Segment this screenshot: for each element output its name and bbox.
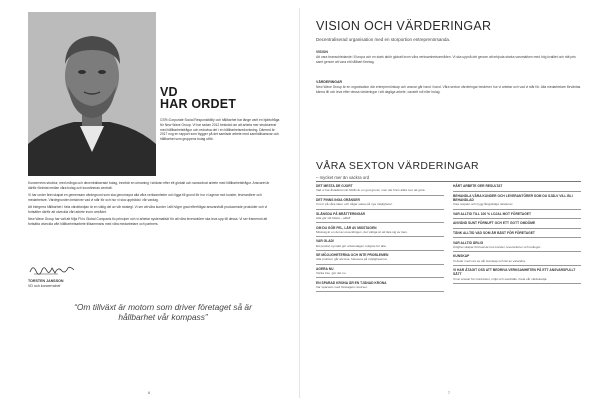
value-item xyxy=(316,196,444,210)
value-heading: AGERA NU xyxy=(316,266,334,271)
signer-title: VD och koncernchef xyxy=(28,283,61,288)
values-section xyxy=(316,80,581,94)
value-item xyxy=(316,210,444,224)
intro-paragraph: CSR=Corporate Social Responsibility och hållbarhet har länge varit en bjärtofråga för New Wave Group. Vi har sedan 2012 beslutat om att arbeta mer strukturerat med hållbarhetsfrågor och redovisa det i en hållbarhetsredovisning. Därmed är 2017 nog en rapport som bygger på det samlade arbete med samhällsansvar och hållbarhet som gruppens bolag utför. xyxy=(160,118,280,142)
page-number-left: 6 xyxy=(148,391,150,395)
value-heading: KUNSKAP xyxy=(453,254,470,259)
values-column-left xyxy=(316,182,444,292)
value-item xyxy=(453,192,581,210)
value-item xyxy=(316,237,444,251)
body-paragraph: New Wave Group har valt att följa FN:s Global Compacts tio principer och vi arbetar systematiskt för att våra leverantörer ska leva upp till dessa. Vi ser framemot att fortsätta utveckla vårt hållbarhetsarbete tillsammans med våra medarbetare och partners. xyxy=(28,217,268,226)
value-heading: OM DU GÖR FEL, LÄR AV MISSTAGEN xyxy=(316,225,377,230)
value-heading: VAR GLAD! xyxy=(316,239,335,244)
ceo-signature xyxy=(28,262,76,278)
values-heading: VÄRDERINGAR xyxy=(316,80,343,84)
values-text: New Wave Group är en organisation där entreprenörskap och ansvar går hand i hand. Våra sexton värderingar beskriver hur vi arbetar och vad vi står för. Alla medarbetare förväntas känna till och leva efter dessa värderingar i sitt dagliga arbete, oavsett roll eller bolag. xyxy=(316,85,581,94)
ceo-portrait xyxy=(28,12,156,176)
value-text: Alla problem går att lösa, fokusera på möjligheterna. xyxy=(316,257,388,262)
heading-line-1: VD xyxy=(160,85,178,99)
body-paragraph: Koncernens struktur, med många och decentraliserade bolag, innebär en utmaning i strävan efter ett globalt och samordnat arbete med hållbarhetsfrågor. Ansvaret är därför fördelat mellan våra bolag och koordineras centralt. xyxy=(28,181,270,190)
value-item xyxy=(453,229,581,239)
page-number-right: 7 xyxy=(448,391,450,395)
value-item xyxy=(453,219,581,229)
value-heading: HÅRT ARBETE GER RESULTAT xyxy=(453,184,503,189)
vision-heading: VISION xyxy=(316,50,328,54)
value-text: Vi delar med oss av vår kunskap och lär av varandra. xyxy=(453,258,526,263)
value-heading: VI HAR ÅTAGIT OSS ATT BEDRIVA VERKSAMHETEN PÅ ETT ANSVARSFULLT SÄTT xyxy=(453,268,576,277)
page-title: VISION OCH VÄRDERINGAR xyxy=(316,19,492,33)
value-heading: VAR ALLTID TILL 100 % LOJAL MOT FÖRETAGET xyxy=(453,211,531,216)
body-paragraph: Att integrera hållbarhet i hela värdekedjan är en viktig del av vår strategi. Vi ser att våra kunder i allt högre grad efterfrågar ansvarsfullt producerade produkter och vi fortsätter därför att utveckla vårt arbete inom området. xyxy=(28,205,268,214)
pull-quote: “Om tillväxt är motorn som driver företaget så är hållbarhet vår kompass” xyxy=(74,302,252,323)
ceo-heading xyxy=(160,86,236,110)
value-item xyxy=(316,223,444,237)
value-item xyxy=(316,182,444,196)
value-heading: SE MÖJLIGHETERNA OCH INTE PROBLEMEN xyxy=(316,253,389,258)
value-heading: VAR ALLTID ÄRLIG xyxy=(453,240,484,245)
value-item xyxy=(453,210,581,220)
value-item xyxy=(453,266,581,284)
vision-text: Att vara branschledande i Europa och en stark aktör globalt inom våra verksamhetsområden. Vi ska uppnå det genom att erbjuda starka varumärken med hög kvalitet och rätt pris samt genom att vara ett hållbart företag. xyxy=(316,55,576,64)
values-list-subtitle: – mycket mer än vackra ord xyxy=(316,175,370,180)
value-heading: DET FINNS INGA GRÄNSER xyxy=(316,197,360,202)
value-text: Vi tar ansvar för människor, miljö och samhälle i hela vår värdekedja. xyxy=(453,276,548,281)
value-heading: SLÄNGDA PÅ BRÄTTERINGAR xyxy=(316,211,365,216)
signer-name: TORSTEN JANSSON xyxy=(28,279,64,283)
heading-line-2: HAR ORDET xyxy=(160,97,237,111)
value-text: Alla gör sitt bästa – alltid! xyxy=(316,216,351,221)
signer-block xyxy=(28,279,63,289)
value-heading: EN SPARAD KRONA ÄR EN TJÄNAD KRONA xyxy=(316,280,387,285)
value-heading: BEHANDLA VÅRA KUNDER OCH LEVERANTÖRER SOM DU SJÄLV VILL BLI BEHANDLAD xyxy=(453,193,573,203)
page-right xyxy=(300,0,600,407)
body-paragraph: Vi har under året skapat en gemensam värdegrund som ska genomsyra alla våra verksamheter och ligga till grund för hur vi agerar mot kunder, leverantörer och medarbetare. Värdegrunden beskriver vad vi står för och hur vi ska uppträda i vår vardag. xyxy=(28,193,262,202)
value-text: Vad vi har åstadkommit hittills är en god grund, men det finns alltid mer att göra. xyxy=(316,188,426,193)
value-text: Vänta inte, gör det nu. xyxy=(316,271,347,276)
page-subtitle: Decentraliserad organisation med en storportion entreprenörsanda. xyxy=(316,37,451,42)
value-text: Var sparsam med företagets resurser. xyxy=(316,284,368,289)
value-item xyxy=(453,182,581,192)
value-heading: DET MESTA ÄR GJORT xyxy=(316,184,353,189)
values-list-title: VÅRA SEXTON VÄRDERINGAR xyxy=(316,160,480,172)
value-text: Visa respekt och bygg långsiktiga relationer. xyxy=(453,202,514,207)
value-item xyxy=(316,278,444,292)
value-item xyxy=(453,252,581,266)
ceo-letter-body xyxy=(28,181,278,229)
value-text: Vi tror på våra idéer och vågar satsa på nya möjligheter. xyxy=(316,202,393,207)
vision-section xyxy=(316,50,581,64)
value-item xyxy=(316,251,444,265)
values-column-right xyxy=(453,182,581,284)
value-text: Ärlighet skapar förtroende hos kunder, leverantörer och kollegor. xyxy=(453,244,542,249)
value-text: Ett positivt synsätt gör arbetsdagen roligare för alla. xyxy=(316,243,387,248)
value-heading: ANVÄND SUNT FÖRNUFT OCH ETT GOTT OMDÖME xyxy=(453,221,536,226)
value-item xyxy=(453,238,581,252)
value-item xyxy=(316,265,444,279)
value-heading: TÄNK ALLTID VAD SOM ÄR BÄST FÖR FÖRETAGET xyxy=(453,231,535,235)
value-text: Misstag är en del av utvecklingen, det viktiga är att lära sig av dem. xyxy=(316,229,408,234)
